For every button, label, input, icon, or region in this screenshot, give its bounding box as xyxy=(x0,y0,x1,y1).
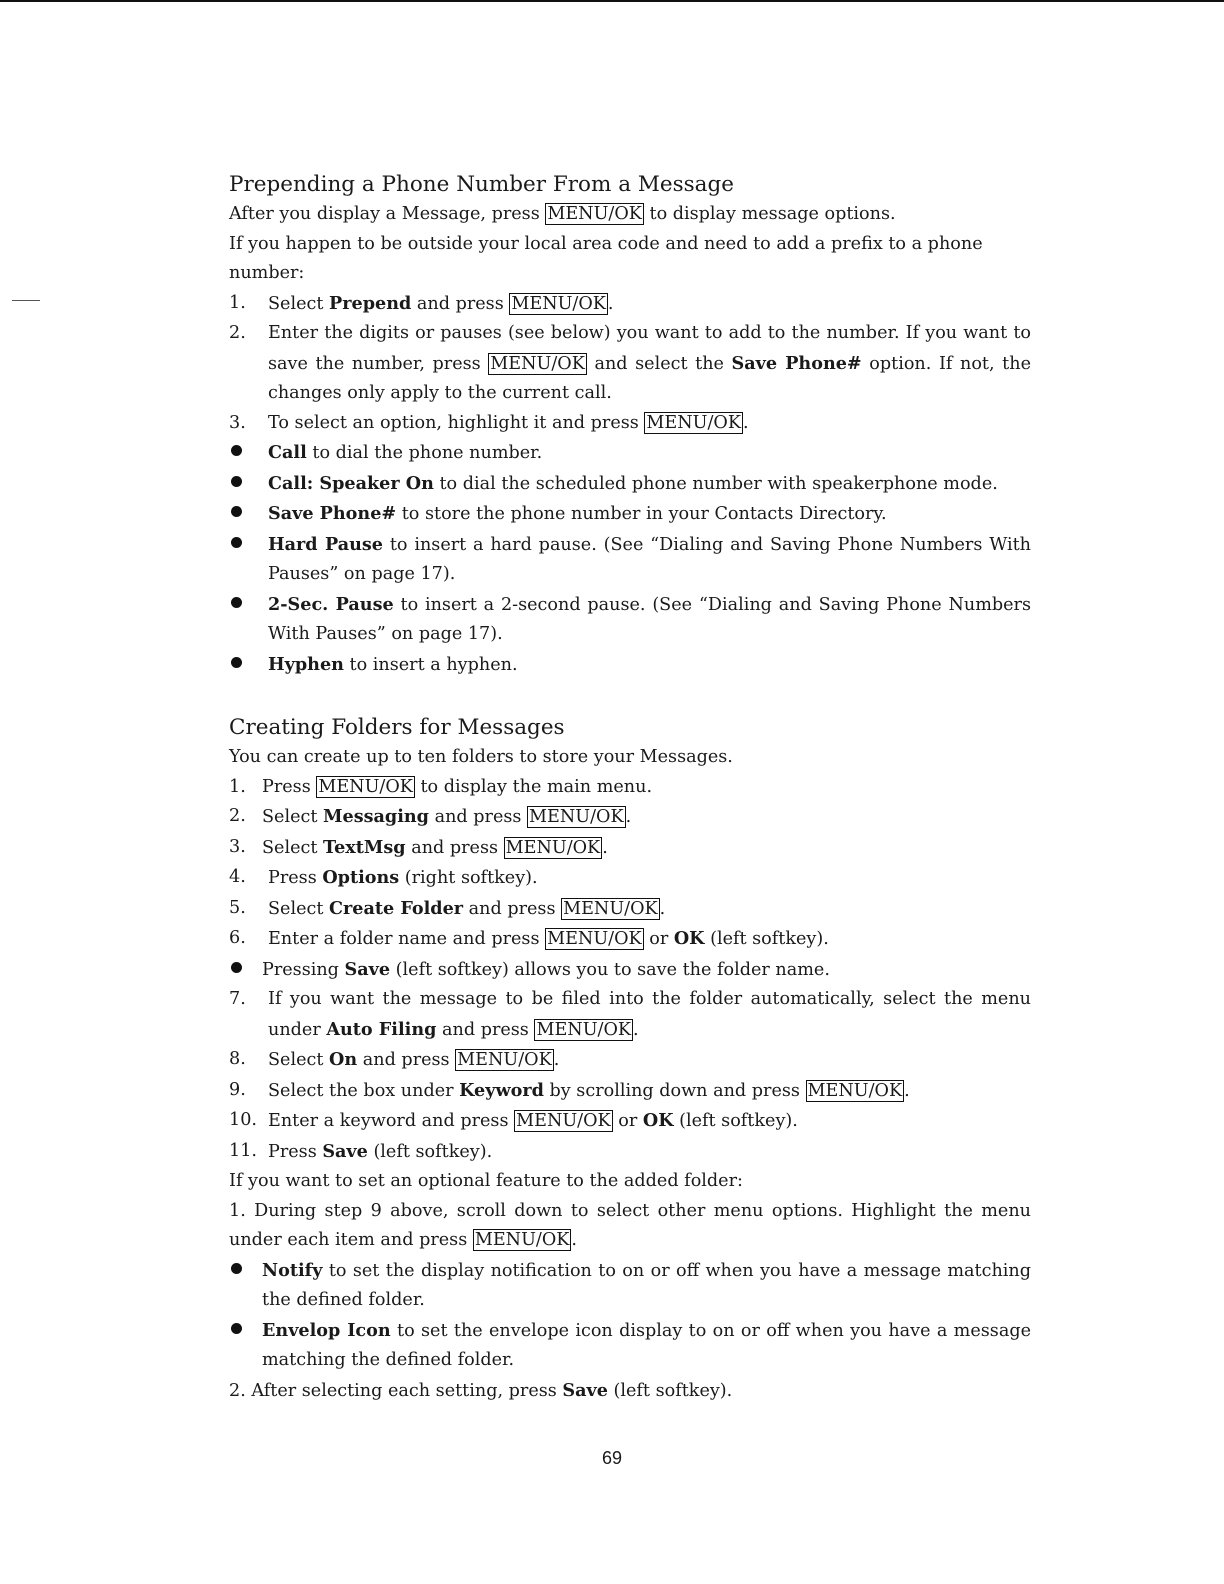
bullet-icon xyxy=(231,499,242,529)
step-item: 1. Press MENU/OK to display the main menu. xyxy=(229,776,653,797)
option-bullet: Hard Pause to insert a hard pause. (See “Dialing and Saving Phone Numbers With Pauses” on page 17). xyxy=(229,530,1031,590)
bullet-icon xyxy=(231,1316,242,1346)
step-item: 2. Enter the digits or pauses (see below) you want to add to the number. If you want to save the number, press MENU/OK and select the Save Phone# option. If not, the changes only apply to the current call. xyxy=(229,323,1031,403)
bullet-icon xyxy=(231,590,242,620)
optional-step-2: 2. After selecting each setting, press Save (left softkey). xyxy=(229,1379,733,1401)
menu-ok-key: MENU/OK xyxy=(505,837,601,858)
menu-ok-key: MENU/OK xyxy=(511,293,606,314)
optional-step-1: 1. During step 9 above, scroll down to select other menu options. Highlight the menu under each item and press MENU/OK . xyxy=(229,1200,1031,1250)
menu-ok-key: MENU/OK xyxy=(646,412,741,433)
bullet-icon xyxy=(231,438,242,468)
bullet-icon xyxy=(231,955,242,985)
step-item: 7. If you want the message to be filed into the folder automatically, select the menu under Auto Filing and press MENU/OK . xyxy=(229,989,1031,1040)
step-item: 2. Select Messaging and press MENU/OK . xyxy=(229,806,632,827)
menu-ok-key: MENU/OK xyxy=(547,204,642,224)
step-item: 11. Press Save (left softkey). xyxy=(229,1140,493,1162)
menu-ok-key: MENU/OK xyxy=(457,1050,552,1070)
step-item: 5. Select Create Folder and press MENU/OK . xyxy=(229,897,666,919)
step-item: 3. To select an option, highlight it and press MENU/OK . xyxy=(229,412,749,433)
prefix-paragraph: If you happen to be outside your local area code and need to add a prefix to a phone number: xyxy=(229,233,983,283)
step-item: 4. Press Options (right softkey). xyxy=(229,867,538,888)
menu-ok-key: MENU/OK xyxy=(529,807,624,827)
menu-ok-key: MENU/OK xyxy=(516,1111,611,1131)
step-item: 1. Select Prepend and press MENU/OK . xyxy=(229,292,614,314)
section-title-folders: Creating Folders for Messages xyxy=(229,715,565,740)
page-content xyxy=(229,170,1031,1406)
step-item: 9. Select the box under Keyword by scrolling down and press MENU/OK . xyxy=(229,1079,910,1101)
step-item: 8. Select On and press MENU/OK . xyxy=(229,1049,560,1070)
menu-ok-key: MENU/OK xyxy=(490,353,585,374)
menu-ok-key: MENU/OK xyxy=(474,1230,570,1250)
option-bullet: Save Phone# to store the phone number in your Contacts Directory. xyxy=(229,499,1031,530)
optional-intro: If you want to set an optional feature to the added folder: xyxy=(229,1171,743,1191)
menu-ok-key: MENU/OK xyxy=(547,929,642,949)
section-title-prepending: Prepending a Phone Number From a Message xyxy=(229,172,734,197)
bullet-icon xyxy=(231,1256,242,1286)
bullet-icon xyxy=(231,469,242,499)
menu-ok-key: MENU/OK xyxy=(318,776,413,797)
intro-paragraph: After you display a Message, press MENU/OK to display message options. xyxy=(229,204,896,224)
bullet-icon xyxy=(231,650,242,680)
margin-mark xyxy=(12,300,40,301)
step-item: 10. Enter a keyword and press MENU/OK or OK (left softkey). xyxy=(229,1110,798,1131)
step-item: 6. Enter a folder name and press MENU/OK or OK (left softkey). xyxy=(229,928,829,949)
save-bullet: Pressing Save (left softkey) allows you to save the folder name. xyxy=(229,955,1031,986)
menu-ok-key: MENU/OK xyxy=(536,1019,632,1040)
menu-ok-key: MENU/OK xyxy=(807,1080,903,1101)
option-bullet: Notify to set the display notification to on or off when you have a message matching the defined folder. xyxy=(229,1256,1031,1316)
option-bullet: Call to dial the phone number. xyxy=(229,438,1031,469)
menu-ok-key: MENU/OK xyxy=(563,898,658,919)
bullet-icon xyxy=(231,530,242,560)
option-bullet: Hyphen to insert a hyphen. xyxy=(229,650,1031,681)
option-bullet: Call: Speaker On to dial the scheduled phone number with speakerphone mode. xyxy=(229,469,1031,500)
folders-intro: You can create up to ten folders to store your Messages. xyxy=(229,747,733,767)
option-bullet: Envelop Icon to set the envelope icon display to on or off when you have a message matching the defined folder. xyxy=(229,1316,1031,1376)
step-item: 3. Select TextMsg and press MENU/OK . xyxy=(229,836,608,858)
page-number: 69 xyxy=(601,1448,623,1468)
option-bullet: 2-Sec. Pause to insert a 2-second pause. (See “Dialing and Saving Phone Numbers With Pauses” on page 17). xyxy=(229,590,1031,650)
top-border-rule xyxy=(0,0,1224,2)
